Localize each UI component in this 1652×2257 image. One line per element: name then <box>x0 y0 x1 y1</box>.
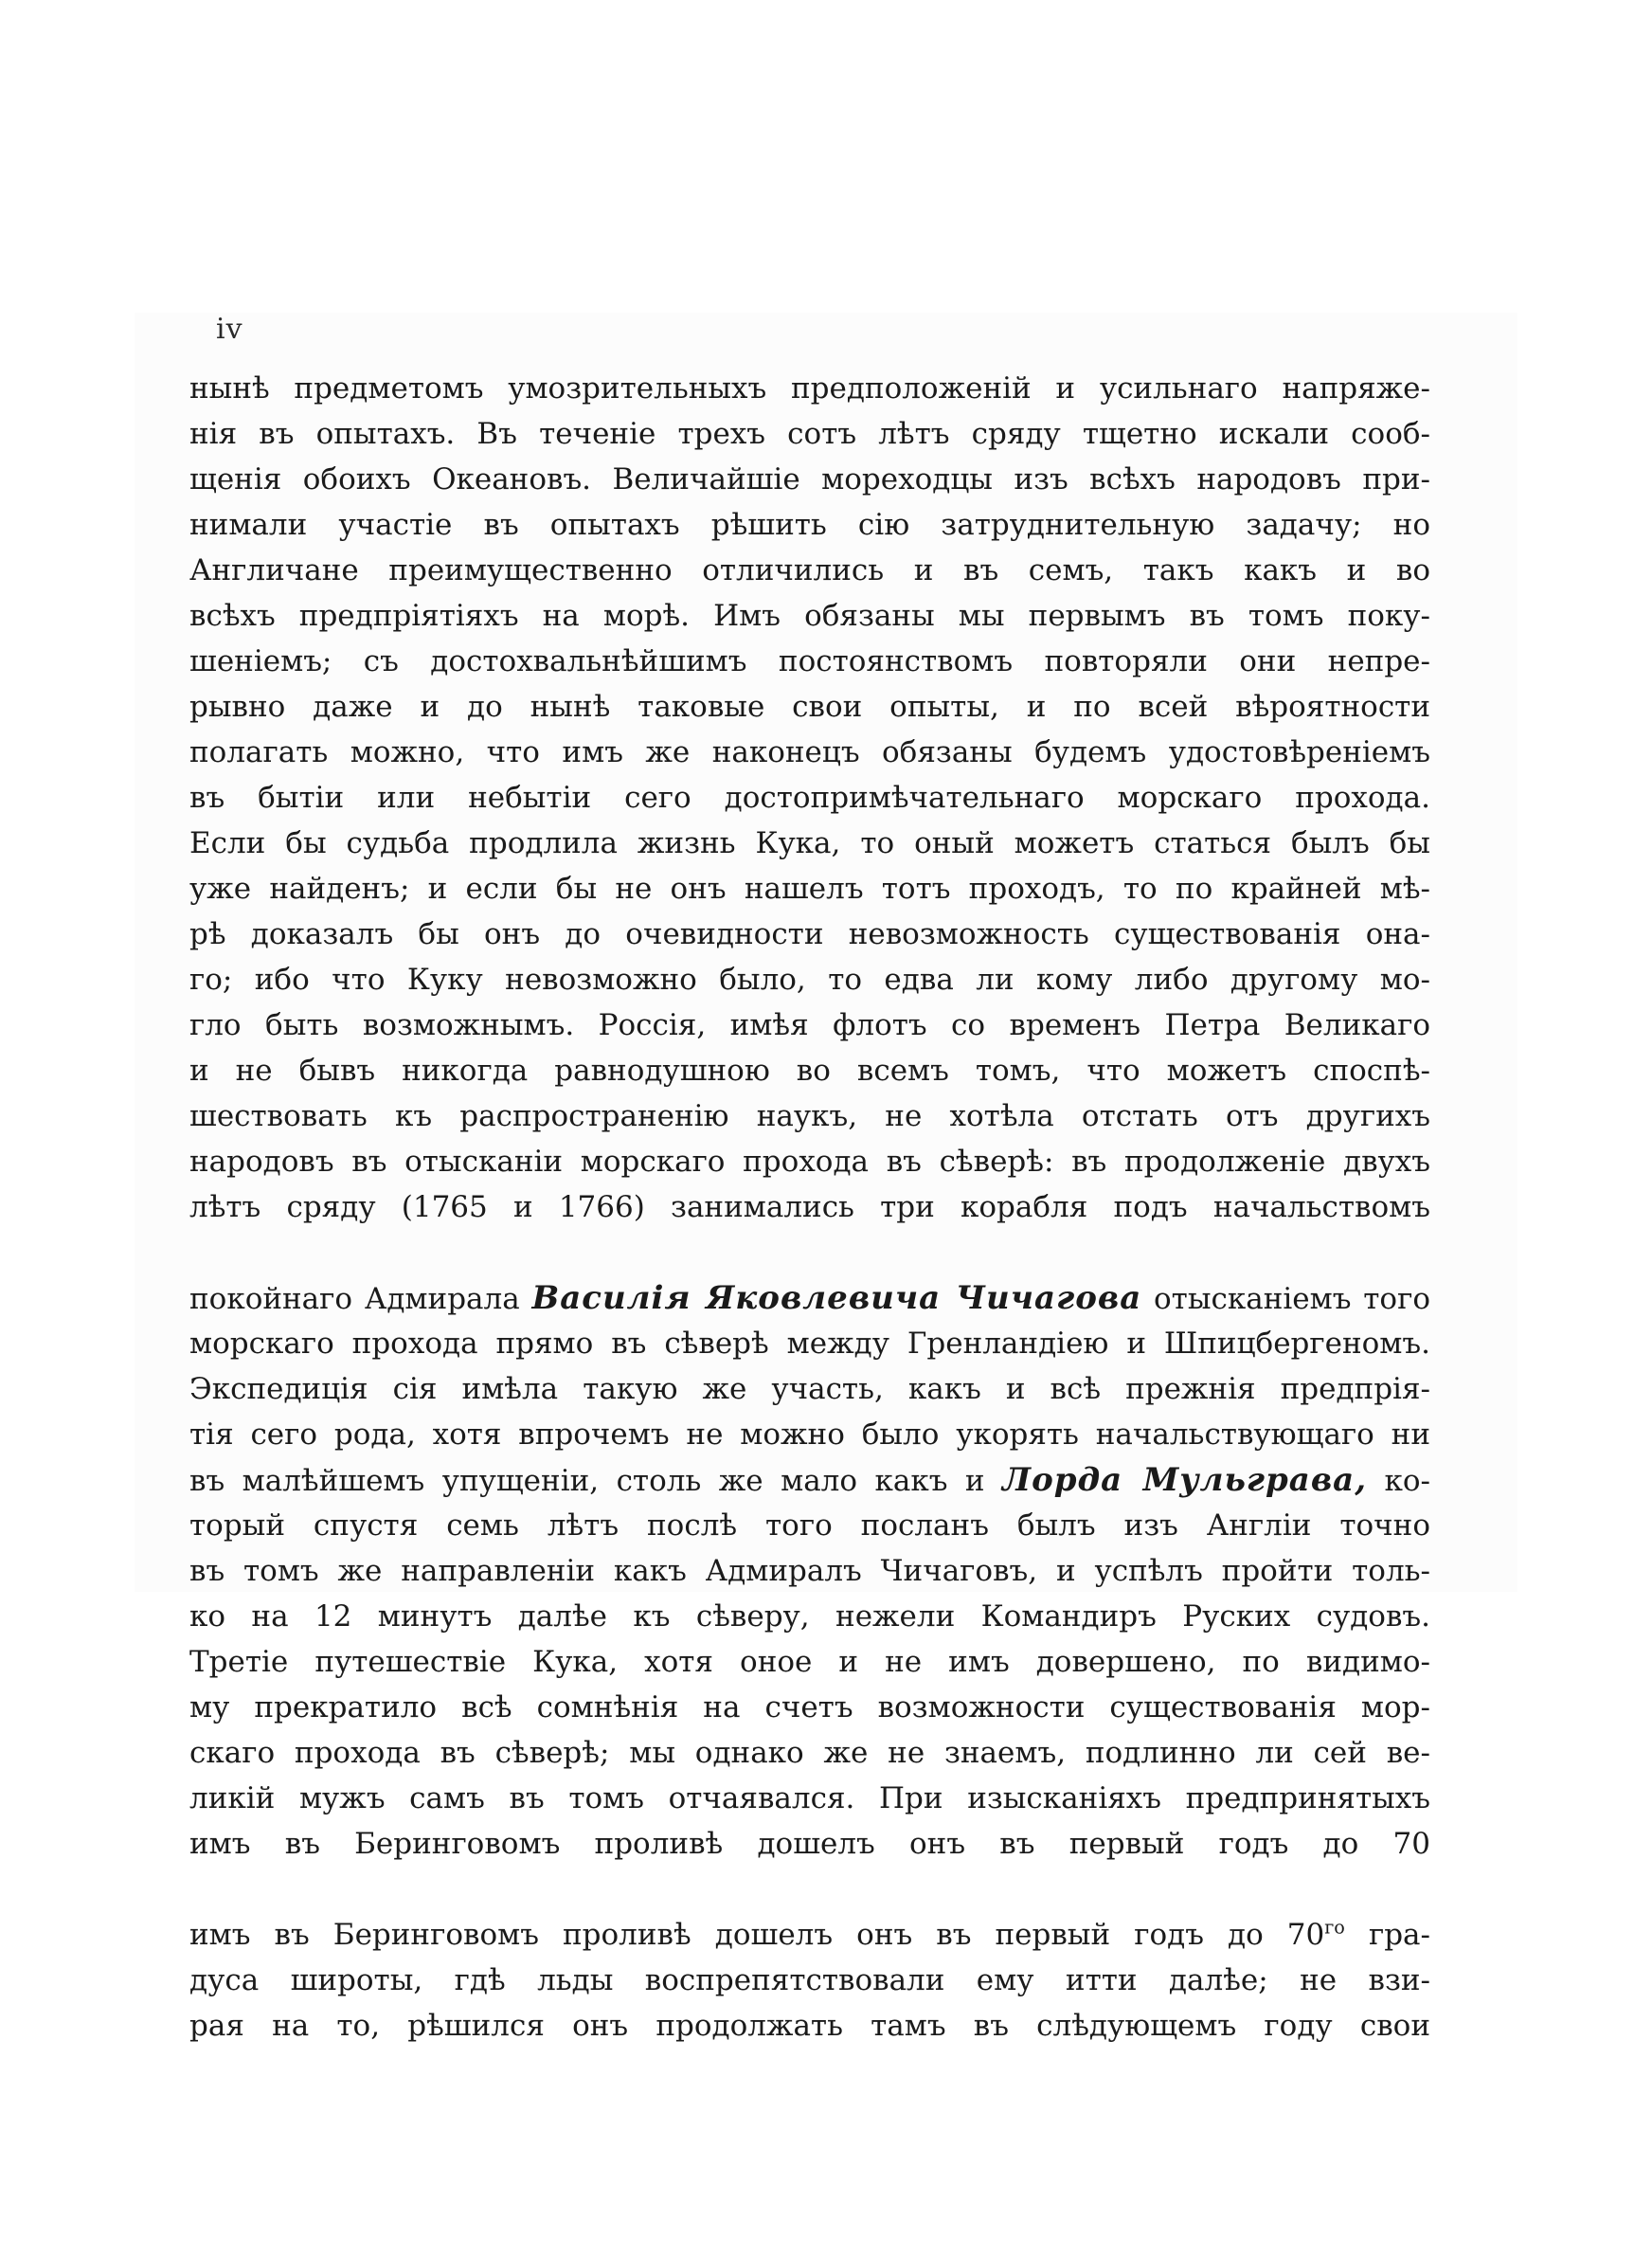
text-line: имъ въ Беринговомъ проливѣ дошелъ онъ въ первый годъ до 70 <box>189 1827 1430 1861</box>
text-line: тія сего рода, хотя впрочемъ не можно было укорять начальствующаго ни <box>189 1417 1430 1452</box>
text-line: торый спустя семь лѣтъ послѣ того посланъ былъ изъ Англіи точно <box>189 1508 1430 1543</box>
text-line: Англичане преимущественно отличились и въ семъ, такъ какъ и во <box>189 553 1430 587</box>
text-line: полагать можно, что имъ же наконецъ обязаны будемъ удостовѣреніемъ <box>189 735 1430 769</box>
text-line: ко на 12 минутъ далѣе къ сѣверу, нежели Командиръ Руских судовъ. <box>189 1599 1430 1634</box>
text-segment: въ малѣйшемъ упущеніи, столь же мало какъ и <box>189 1464 985 1498</box>
text-segment: ко- <box>1384 1464 1431 1498</box>
text-line <box>189 1457 1430 1503</box>
text-line <box>189 1867 1430 1912</box>
text-line: шеніемъ; съ достохвальнѣйшимъ постоянствомъ повторяли они непре- <box>189 644 1430 678</box>
text-line: уже найденъ; и если бы не онъ нашелъ тотъ проходъ, то по крайней мѣ- <box>189 872 1430 906</box>
text-line: морскаго прохода прямо въ сѣверѣ между Гренландіею и Шпицбергеномъ. <box>189 1327 1430 1361</box>
text-line: всѣхъ предпріятіяхъ на морѣ. Имъ обязаны мы первымъ въ томъ поку- <box>189 599 1430 633</box>
text-line: нія въ опытахъ. Въ теченіе трехъ сотъ лѣтъ сряду тщетно искали сооб- <box>189 417 1430 451</box>
text-segment: покойнаго Адмирала <box>189 1282 520 1316</box>
text-line <box>189 1912 1430 1958</box>
text-line: шествовать къ распространенію наукъ, не хотѣла отстать отъ другихъ <box>189 1099 1430 1133</box>
text-segment: гра- <box>1368 1918 1430 1952</box>
text-line: дуса широты, гдѣ льды воспрепятствовали ему итти далѣе; не взи- <box>189 1963 1430 1997</box>
text-line <box>189 1048 1430 1093</box>
text-segment: имъ въ Беринговомъ проливѣ дошелъ онъ въ первый годъ до 70 <box>189 1918 1325 1952</box>
text-line: ликій мужъ самъ въ томъ отчаявался. При изысканіяхъ предпринятыхъ <box>189 1781 1430 1815</box>
text-line: рая на то, рѣшился онъ продолжать тамъ въ слѣдующемъ году свои <box>189 2009 1430 2043</box>
text-line: Если бы судьба продлила жизнь Кука, то оный можетъ статься былъ бы <box>189 826 1430 860</box>
text-line: народовъ въ отысканіи морскаго прохода въ сѣверѣ: въ продолженіе двухъ <box>189 1145 1430 1179</box>
text-line: скаго прохода въ сѣверѣ; мы однако же не знаемъ, подлинно ли сей ве- <box>189 1736 1430 1770</box>
text-line: щенія обоихъ Океановъ. Величайшіе мореходцы изъ всѣхъ народовъ при- <box>189 462 1430 497</box>
text-line: въ бытіи или небытіи сего достопримѣчательнаго морскаго прохода. <box>189 781 1430 815</box>
text-line: въ томъ же направленіи какъ Адмиралъ Чичаговъ, и успѣлъ пройти толь- <box>189 1554 1430 1588</box>
text-line <box>189 1275 1430 1321</box>
text-segment: и не бывъ никогда равнодушною во всемъ томъ, что можетъ споспѣ- <box>189 1054 1430 1088</box>
text-line: нимали участіе въ опытахъ рѣшить сію затруднительную задачу; но <box>189 508 1430 542</box>
text-line: гло быть возможнымъ. Россія, имѣя флотъ со временъ Петра Великаго <box>189 1008 1430 1042</box>
text-line: му прекратило всѣ сомнѣнія на счетъ возможности существованія мор- <box>189 1690 1430 1724</box>
emphasized-name: Василія Яковлевича Чичагова <box>531 1279 1142 1317</box>
ordinal-superscript: го <box>1324 1916 1345 1939</box>
text-segment: отысканіемъ того <box>1154 1282 1430 1316</box>
text-line: рѣ доказалъ бы онъ до очевидности невозможность существованія она- <box>189 917 1430 951</box>
emphasized-name: Лорда Мульграва, <box>1002 1461 1368 1499</box>
text-line <box>189 1230 1430 1275</box>
page-number: iv <box>216 313 243 346</box>
text-line: Экспедиція сія имѣла такую же участь, какъ и всѣ прежнія предпрія- <box>189 1372 1430 1406</box>
text-line: нынѣ предметомъ умозрительныхъ предположеній и усильнаго напряже- <box>189 371 1430 406</box>
text-line: лѣтъ сряду (1765 и 1766) занимались три корабля подъ начальствомъ <box>189 1190 1430 1224</box>
text-line: рывно даже и до нынѣ таковые свои опыты, и по всей вѣроятности <box>189 690 1430 724</box>
text-line: го; ибо что Куку невозможно было, то едва ли кому либо другому мо- <box>189 963 1430 997</box>
text-line: Третіе путешествіе Кука, хотя оное и не имъ довершено, по видимо- <box>189 1645 1430 1679</box>
